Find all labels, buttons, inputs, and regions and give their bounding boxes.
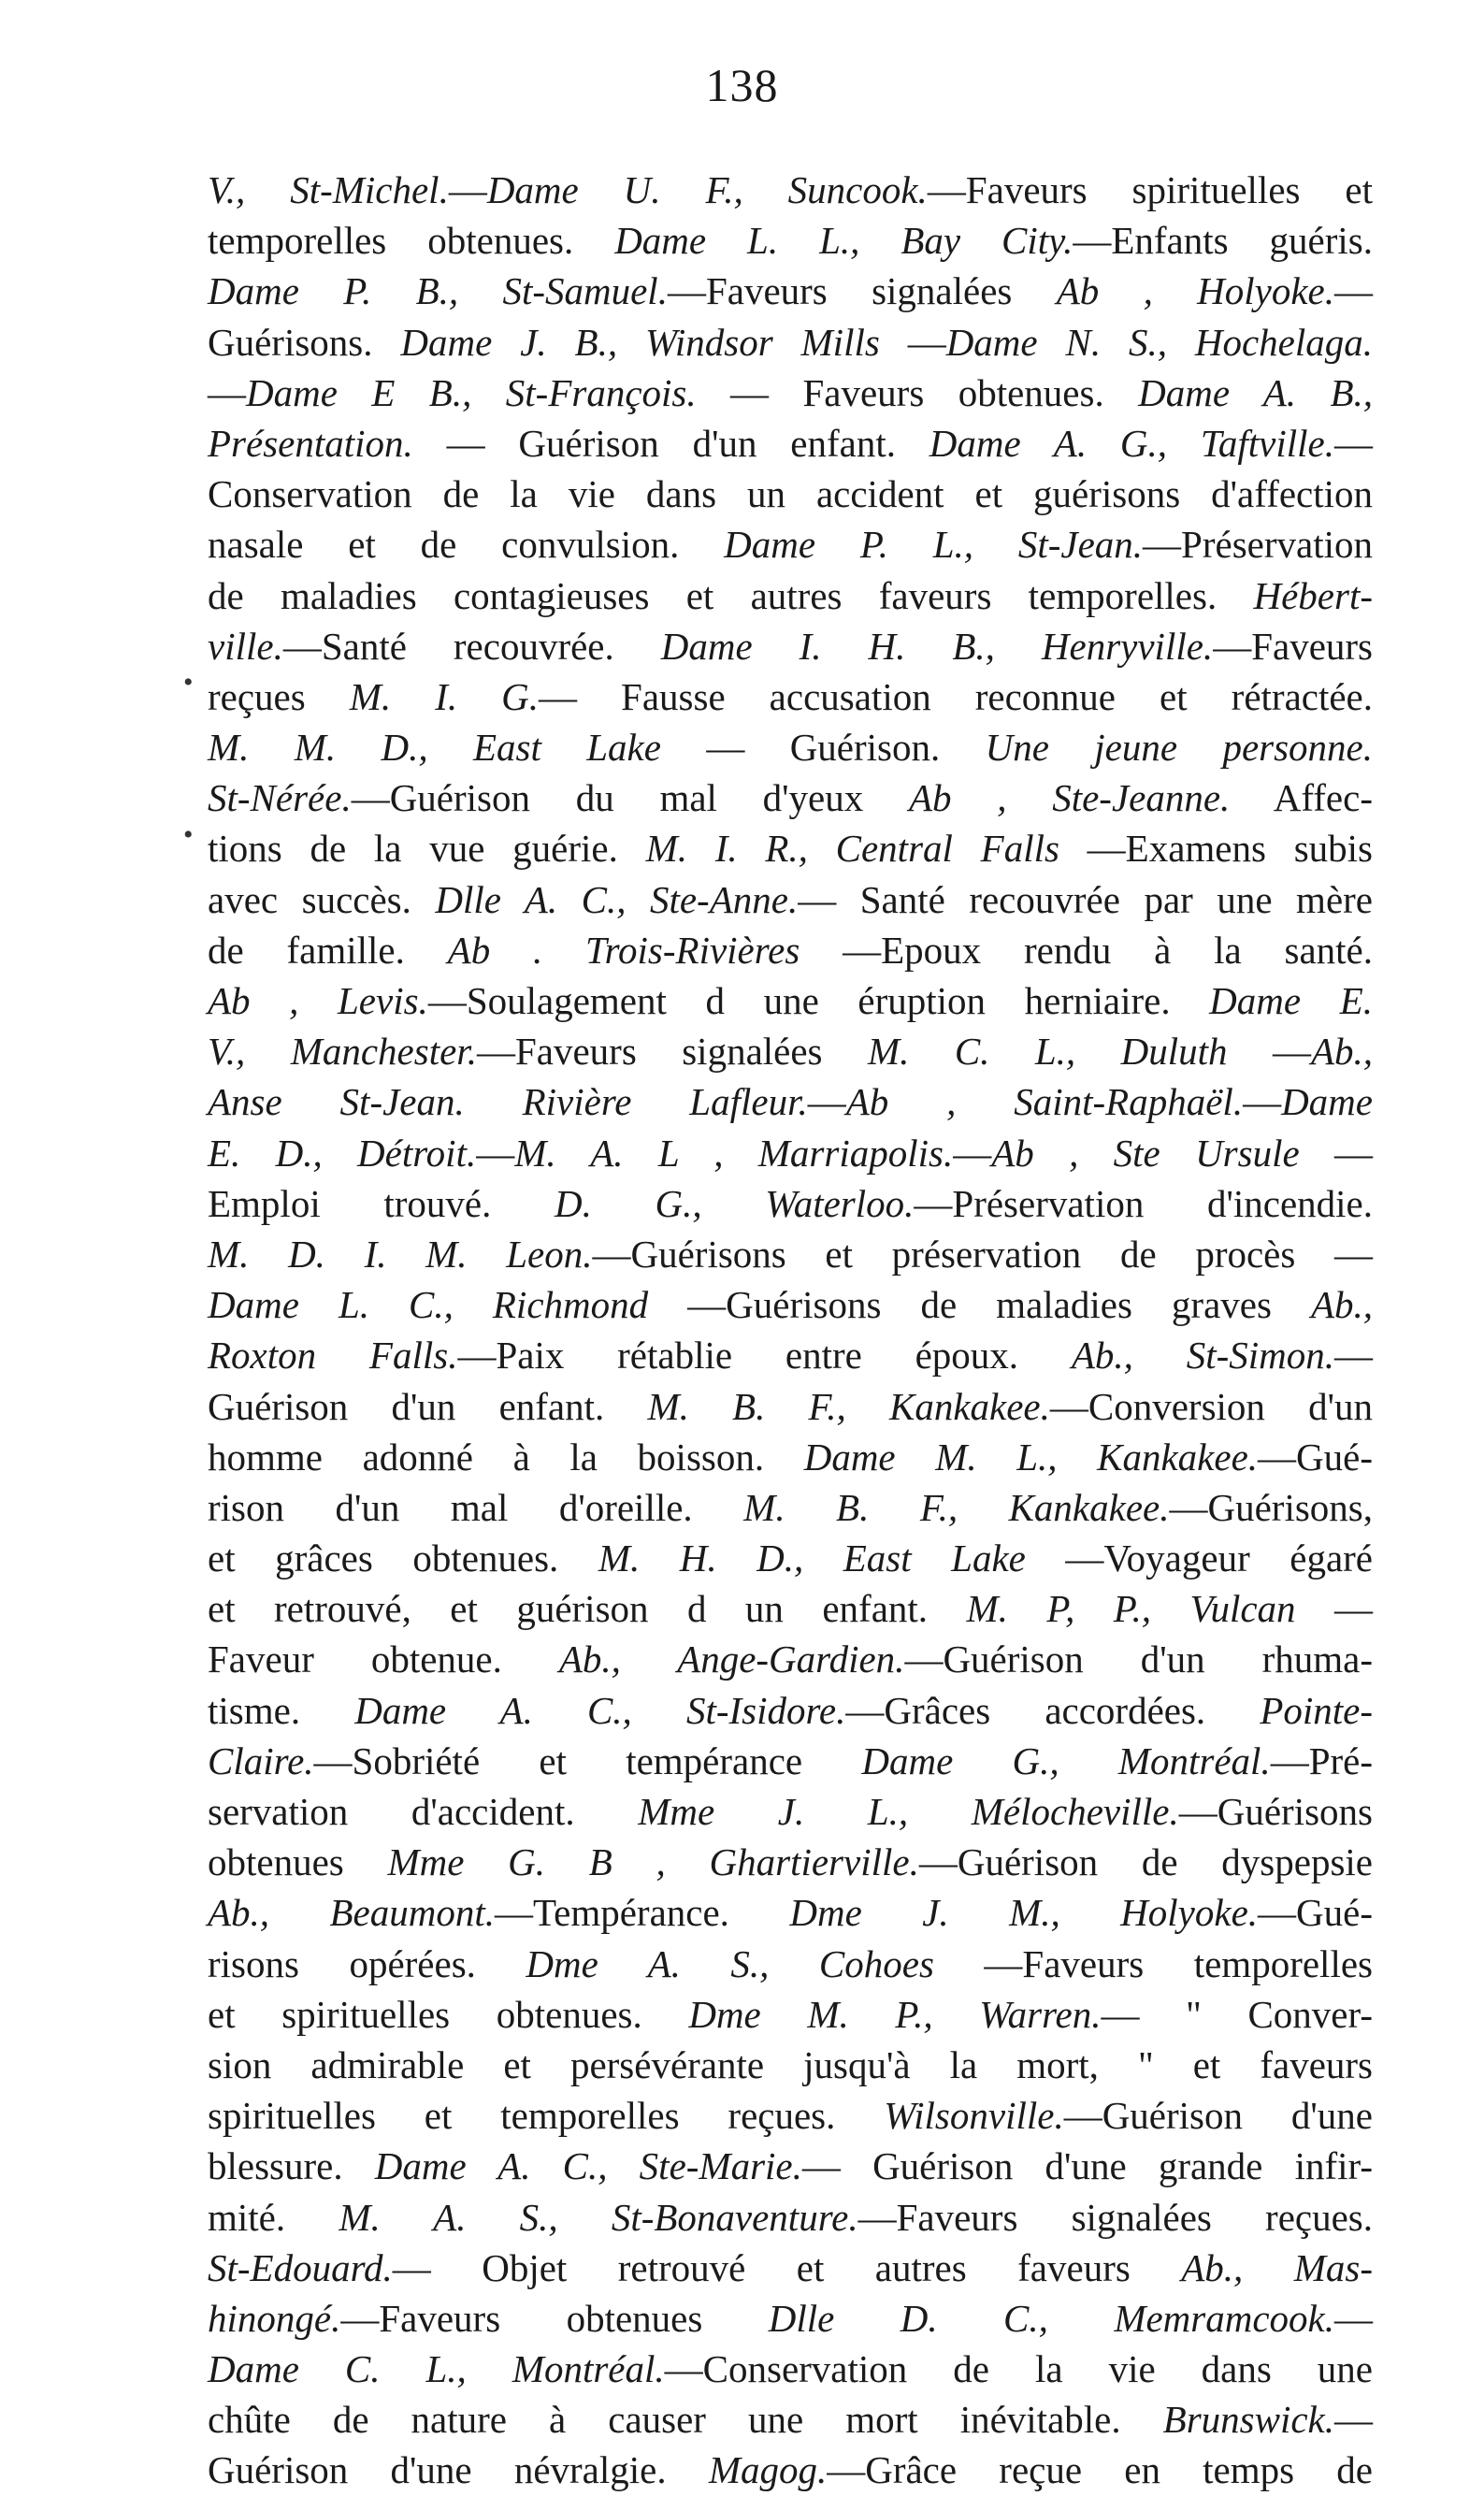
text-line — [208, 418, 1373, 469]
italic-text-segment: Dame E. — [1209, 979, 1373, 1022]
text-segment: —Sobriété et tempérance — [313, 1739, 862, 1782]
text-line — [208, 2243, 1373, 2293]
text-segment: et retrouvé, et guérison d un enfant. — [208, 1587, 967, 1631]
text-segment: rison d'un mal d'oreille. — [208, 1485, 744, 1529]
text-segment: — Guérison d'une grande infir- — [801, 2144, 1373, 2188]
text-segment: risons opérées. — [208, 1941, 526, 1985]
text-line — [208, 2192, 1373, 2243]
italic-text-segment: Ab , Ste Ursule — [991, 1131, 1300, 1175]
text-segment: —Grâce reçue en temps de — [827, 2448, 1374, 2492]
text-segment: —Guérisons et préservation de procès — — [592, 1232, 1373, 1276]
italic-text-segment: V., Manchester. — [208, 1030, 477, 1074]
text-line — [208, 1583, 1373, 1634]
text-segment: —Soulagement d une éruption herniaire. — [427, 979, 1210, 1022]
text-line — [208, 823, 1373, 873]
text-segment: — — [1334, 2398, 1373, 2442]
text-segment: Guérison d'un enfant. — [208, 1384, 648, 1428]
text-line — [208, 469, 1373, 519]
text-line — [208, 874, 1373, 925]
text-segment: — — [1334, 269, 1373, 313]
text-segment: —Guérison du mal d'yeux — [351, 776, 909, 820]
text-segment: —Conversion d'un — [1049, 1384, 1373, 1428]
text-segment: — Guérison. — [660, 726, 986, 770]
text-line — [208, 215, 1373, 266]
text-segment: sion admirable et persévérante jusqu'à la mort, " et faveurs — [208, 2042, 1373, 2086]
text-segment: — — [807, 1080, 846, 1124]
text-segment: Faveur obtenue. — [208, 1638, 559, 1681]
text-segment: —Faveurs signalées — [476, 1030, 868, 1074]
text-segment: —Préservation d'incendie. — [914, 1181, 1373, 1225]
text-segment: et grâces obtenues. — [208, 1537, 598, 1580]
italic-text-segment: Ab., — [1310, 1283, 1374, 1327]
italic-text-segment: Ab , Ste-Jeanne. — [908, 776, 1231, 820]
text-segment: — — [1334, 421, 1373, 465]
italic-text-segment: Dame M. L., Kankakee. — [803, 1435, 1259, 1479]
text-line — [208, 1837, 1373, 1887]
text-line — [208, 1634, 1373, 1684]
text-line — [208, 1685, 1373, 1736]
text-segment: — — [1334, 1334, 1373, 1378]
italic-text-segment: Pointe- — [1260, 1688, 1373, 1732]
italic-text-segment: Dlle D. C., Memramcook. — [768, 2296, 1334, 2340]
italic-text-segment: Dlle A. C., Ste-Anne. — [435, 877, 799, 921]
italic-text-segment: M. A. S., St-Bonaventure. — [339, 2195, 858, 2239]
text-segment: de famille. — [208, 928, 448, 972]
text-segment: —Gué- — [1258, 1891, 1373, 1935]
text-line — [208, 2394, 1373, 2445]
text-line — [208, 1939, 1373, 1989]
text-segment: —Guérison d'un rhuma- — [904, 1638, 1373, 1681]
text-segment: —Préservation — [1143, 523, 1373, 567]
italic-text-segment: Dame P. B., St-Samuel. — [208, 269, 668, 313]
text-segment: servation d'accident. — [208, 1790, 639, 1833]
italic-text-segment: Dame A. C., Ste-Marie. — [374, 2144, 802, 2188]
text-segment: reçues — [208, 674, 350, 718]
text-line — [208, 621, 1373, 671]
text-segment: —Enfants guéris. — [1073, 219, 1374, 263]
italic-text-segment: Dame U. F., Suncook. — [486, 168, 928, 211]
italic-text-segment: Présentation. — [208, 421, 413, 465]
body-text — [208, 165, 1373, 2496]
italic-text-segment: Dame L. L., Bay City. — [614, 219, 1073, 263]
italic-text-segment: Roxton Falls. — [208, 1334, 458, 1378]
text-line — [208, 2293, 1373, 2344]
text-segment: Conservation de la vie dans un accident et guérisons d'affection — [208, 472, 1373, 516]
text-segment: — " Conver- — [1101, 1992, 1373, 2036]
italic-text-segment: Dame P. L., St-Jean. — [724, 523, 1144, 567]
text-line — [208, 1786, 1373, 1837]
italic-text-segment: M. M. D., East Lake — [208, 726, 661, 770]
italic-text-segment: E. D., Détroit. — [208, 1131, 477, 1175]
text-line — [208, 1330, 1373, 1380]
text-line — [208, 1128, 1373, 1178]
text-segment: — — [1243, 1080, 1282, 1124]
text-line — [208, 266, 1373, 316]
text-line — [208, 772, 1373, 823]
italic-text-segment: M. B. F., Kankakee. — [743, 1485, 1170, 1529]
italic-text-segment: M. P, P., Vulcan — [966, 1587, 1296, 1631]
margin-mark: • — [183, 819, 194, 850]
text-line — [208, 570, 1373, 621]
text-segment: — — [476, 1131, 515, 1175]
text-line — [208, 671, 1373, 722]
italic-text-segment: ville. — [208, 624, 283, 668]
italic-text-segment: D. G., Waterloo. — [555, 1181, 915, 1225]
text-segment: — Santé recouvrée par une mère — [798, 877, 1373, 921]
italic-text-segment: M. B. F., Kankakee. — [647, 1384, 1050, 1428]
text-line — [208, 1482, 1373, 1533]
italic-text-segment: hinongé. — [208, 2296, 341, 2340]
text-segment: —Epoux rendu à la santé. — [800, 928, 1373, 972]
text-segment: —Guérison de dyspepsie — [918, 1840, 1374, 1884]
italic-text-segment: Ab , Levis. — [208, 979, 428, 1022]
text-line — [208, 975, 1373, 1026]
text-segment: — — [1227, 1030, 1311, 1074]
text-segment: —Gué- — [1258, 1435, 1373, 1479]
margin-mark: • — [183, 667, 194, 698]
italic-text-segment: Ab . Trois-Rivières — [447, 928, 800, 972]
italic-text-segment: Mme J. L., Mélocheville. — [638, 1790, 1179, 1833]
text-line — [208, 925, 1373, 975]
italic-text-segment: Dame I. H. B., Henryville. — [660, 624, 1214, 668]
text-line — [208, 1736, 1373, 1786]
italic-text-segment: Ab., St-Simon. — [1071, 1334, 1334, 1378]
text-segment: —Grâces accordées. — [845, 1688, 1261, 1732]
page-number: 138 — [705, 59, 779, 111]
text-line — [208, 1229, 1373, 1279]
italic-text-segment: Mme G. B , Ghartierville. — [387, 1840, 919, 1884]
text-segment: —Guérisons, — [1169, 1485, 1373, 1529]
italic-text-segment: M. C. L., Duluth — [867, 1030, 1228, 1074]
text-segment: —Guérison d'une — [1063, 2094, 1373, 2138]
italic-text-segment: M. D. I. M. Leon. — [208, 1232, 593, 1276]
text-segment: —Faveurs obtenues — [340, 2296, 769, 2340]
text-line — [208, 1432, 1373, 1482]
text-segment: — Guérison d'un enfant. — [412, 421, 929, 465]
text-segment: —Conservation de la vie dans une — [664, 2347, 1373, 2391]
italic-text-segment: Dame A. B., — [1138, 370, 1374, 414]
text-segment: —Voyageur égaré — [1025, 1537, 1373, 1580]
text-segment: temporelles obtenues. — [208, 219, 615, 263]
text-segment: — Faveurs obtenues. — [696, 370, 1139, 414]
text-segment: — Fausse accusation reconnue et rétractée. — [539, 674, 1373, 718]
text-segment: mité. — [208, 2195, 339, 2239]
text-segment: nasale et de convulsion. — [208, 523, 725, 567]
text-segment: — — [1295, 1587, 1373, 1631]
italic-text-segment: Wilsonville. — [884, 2094, 1064, 2138]
italic-text-segment: V., St-Michel. — [208, 168, 449, 211]
text-line — [208, 1989, 1373, 2040]
italic-text-segment: St-Edouard. — [208, 2245, 393, 2289]
italic-text-segment: Dme M. P., Warren. — [688, 1992, 1102, 2036]
text-segment: tions de la vue guérie. — [208, 827, 646, 871]
italic-text-segment: Dame A. G., Taftville. — [929, 421, 1334, 465]
italic-text-segment: Anse St-Jean. Rivière Lafleur. — [208, 1080, 808, 1124]
italic-text-segment: M. I. R., Central Falls — [645, 827, 1059, 871]
text-segment: obtenues — [208, 1840, 388, 1884]
text-segment: — — [1334, 2296, 1373, 2340]
text-line — [208, 2090, 1373, 2141]
text-line — [208, 165, 1373, 215]
italic-text-segment: M. H. D., East Lake — [598, 1537, 1026, 1580]
text-segment: Guérisons. — [208, 320, 401, 364]
text-segment: de maladies contagieuses et autres faveurs temporelles. — [208, 573, 1254, 617]
text-line — [208, 2445, 1373, 2495]
text-line — [208, 317, 1373, 368]
text-segment: — — [208, 370, 246, 414]
italic-text-segment: Dame C. L., Montréal. — [208, 2347, 665, 2391]
text-segment: — — [879, 320, 946, 364]
italic-text-segment: Hébert- — [1253, 573, 1373, 617]
text-line — [208, 1533, 1373, 1583]
text-segment: —Guérisons — [1178, 1790, 1374, 1833]
text-line — [208, 519, 1373, 570]
italic-text-segment: Ab , Saint-Raphaël. — [845, 1080, 1244, 1124]
text-segment: —Faveurs signalées — [667, 269, 1057, 313]
text-segment: Affec- — [1230, 776, 1373, 820]
text-line — [208, 1076, 1373, 1127]
text-segment: —Tempérance. — [494, 1891, 790, 1935]
text-segment: homme adonné à la boisson. — [208, 1435, 804, 1479]
text-segment: —Guérisons de maladies graves — [648, 1283, 1311, 1327]
text-line — [208, 1178, 1373, 1229]
text-line — [208, 368, 1373, 418]
text-segment: —Faveurs spirituelles et — [927, 168, 1373, 211]
text-segment: —Paix rétablie entre époux. — [457, 1334, 1072, 1378]
text-segment: —Examens subis — [1059, 827, 1373, 871]
text-segment: tisme. — [208, 1688, 355, 1732]
italic-text-segment: Brunswick. — [1162, 2398, 1334, 2442]
text-line — [208, 1381, 1373, 1432]
text-segment: —Faveurs — [1213, 624, 1373, 668]
text-segment: chûte de nature à causer une mort inévitable. — [208, 2398, 1163, 2442]
text-line — [208, 2040, 1373, 2090]
italic-text-segment: St-Nérée. — [208, 776, 352, 820]
italic-text-segment: Dame N. S., Hochelaga. — [945, 320, 1374, 364]
italic-text-segment: Ab , Holyoke. — [1056, 269, 1334, 313]
text-line — [208, 2141, 1373, 2191]
text-segment: — — [953, 1131, 992, 1175]
italic-text-segment: Dame — [1281, 1080, 1373, 1124]
italic-text-segment: M. I. G. — [349, 674, 539, 718]
italic-text-segment: Claire. — [208, 1739, 314, 1782]
text-segment: et spirituelles obtenues. — [208, 1992, 689, 2036]
text-segment: —Santé recouvrée. — [282, 624, 661, 668]
italic-text-segment: Dame L. C., Richmond — [208, 1283, 649, 1327]
text-line — [208, 1026, 1373, 1076]
italic-text-segment: Dame G., Montréal. — [861, 1739, 1271, 1782]
italic-text-segment: Ab., Beaumont. — [208, 1891, 495, 1935]
italic-text-segment: Une jeune personne. — [985, 726, 1374, 770]
text-line — [208, 1887, 1373, 1938]
italic-text-segment: Magog. — [708, 2448, 828, 2492]
italic-text-segment: Ab., Mas- — [1181, 2245, 1373, 2289]
text-segment: —Faveurs temporelles — [933, 1941, 1373, 1985]
text-segment: — — [448, 168, 487, 211]
text-segment: spirituelles et temporelles reçues. — [208, 2094, 885, 2138]
text-line — [208, 722, 1373, 772]
text-segment: — Objet retrouvé et autres faveurs — [392, 2245, 1182, 2289]
text-segment: — — [1299, 1131, 1373, 1175]
italic-text-segment: Dme J. M., Holyoke. — [789, 1891, 1259, 1935]
text-segment: blessure. — [208, 2144, 375, 2188]
text-line — [208, 2344, 1373, 2394]
text-segment: —Pré- — [1270, 1739, 1373, 1782]
italic-text-segment: Ab., Ange-Gardien. — [558, 1638, 905, 1681]
text-line — [208, 1279, 1373, 1330]
italic-text-segment: Ab., — [1310, 1030, 1374, 1074]
text-segment: —Faveurs signalées reçues. — [857, 2195, 1374, 2239]
italic-text-segment: Dame A. C., St-Isidore. — [354, 1688, 846, 1732]
italic-text-segment: Dame J. B., Windsor Mills — [400, 320, 880, 364]
italic-text-segment: Dme A. S., Cohoes — [526, 1941, 934, 1985]
italic-text-segment: M. A. L , Marriapolis. — [514, 1131, 954, 1175]
text-segment: Emploi trouvé. — [208, 1181, 555, 1225]
text-segment: Guérison d'une névralgie. — [208, 2448, 709, 2492]
italic-text-segment: Dame E B., St-François. — [246, 370, 697, 414]
text-segment: avec succès. — [208, 877, 436, 921]
